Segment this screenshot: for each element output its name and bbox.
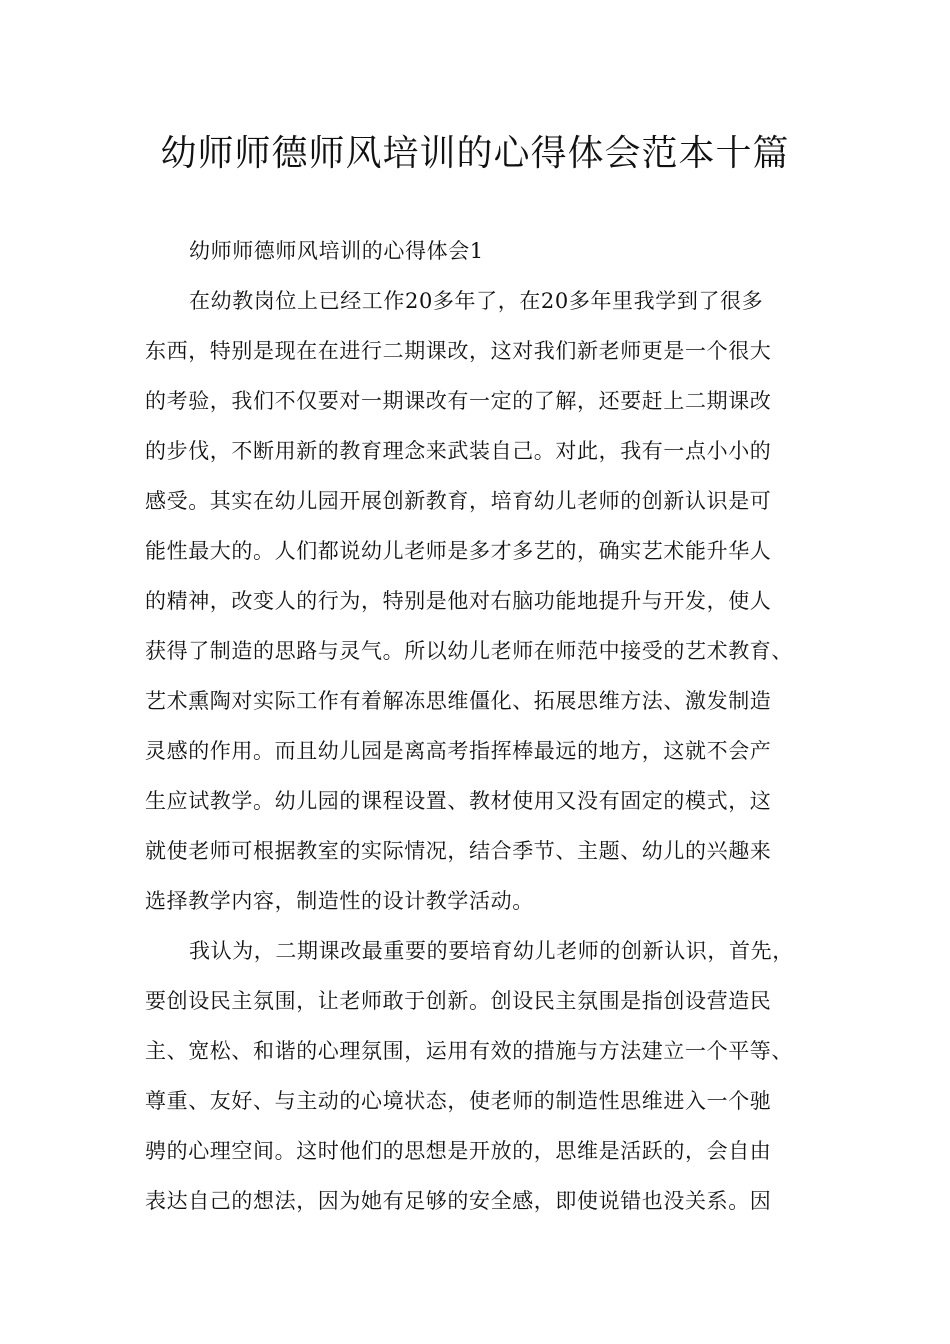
paragraph-line: 感受。其实在幼儿园开展创新教育，培育幼儿老师的创新认识是可 <box>145 489 772 513</box>
paragraph-line: 能性最大的。人们都说幼儿老师是多才多艺的，确实艺术能升华人 <box>145 539 772 563</box>
paragraph-line: 骋的心理空间。这时他们的思想是开放的，思维是活跃的，会自由 <box>145 1139 772 1163</box>
paragraph-2 <box>145 926 813 1226</box>
paragraph-line: 在幼教岗位上已经工作20多年了，在20多年里我学到了很多 <box>189 289 764 313</box>
paragraph-line: 艺术熏陶对实际工作有着解冻思维僵化、拓展思维方法、激发制造 <box>145 689 772 713</box>
paragraph-line: 东西，特别是现在在进行二期课改，这对我们新老师更是一个很大 <box>145 339 772 363</box>
document-body <box>145 226 813 1226</box>
paragraph-line: 我认为，二期课改最重要的要培育幼儿老师的创新认识，首先， <box>189 939 794 963</box>
paragraph-line: 主、宽松、和谐的心理氛围，运用有效的措施与方法建立一个平等、 <box>145 1039 793 1063</box>
paragraph-line: 的精神，改变人的行为，特别是他对右脑功能地提升与开发，使人 <box>145 589 772 613</box>
paragraph-line: 的步伐，不断用新的教育理念来武装自己。对此，我有一点小小的 <box>145 439 772 463</box>
paragraph-line: 表达自己的想法，因为她有足够的安全感，即使说错也没关系。因 <box>145 1189 772 1213</box>
section-heading: 幼师师德师风培训的心得体会1 <box>189 239 484 263</box>
document-title: 幼师师德师风培训的心得体会范本十篇 <box>160 133 790 174</box>
paragraph-line: 的考验，我们不仅要对一期课改有一定的了解，还要赶上二期课改 <box>145 389 772 413</box>
paragraph-line: 选择教学内容，制造性的设计教学活动。 <box>145 889 534 913</box>
paragraph-1 <box>145 276 813 926</box>
paragraph-line: 就使老师可根据教室的实际情况，结合季节、主题、幼儿的兴趣来 <box>145 839 772 863</box>
paragraph-line: 获得了制造的思路与灵气。所以幼儿老师在师范中接受的艺术教育、 <box>145 639 793 663</box>
paragraph-line: 灵感的作用。而且幼儿园是离高考指挥棒最远的地方，这就不会产 <box>145 739 772 763</box>
paragraph-line: 生应试教学。幼儿园的课程设置、教材使用又没有固定的模式，这 <box>145 789 772 813</box>
paragraph-line: 尊重、友好、与主动的心境状态，使老师的制造性思维进入一个驰 <box>145 1089 772 1113</box>
paragraph-line: 要创设民主氛围，让老师敢于创新。创设民主氛围是指创设营造民 <box>145 989 772 1013</box>
